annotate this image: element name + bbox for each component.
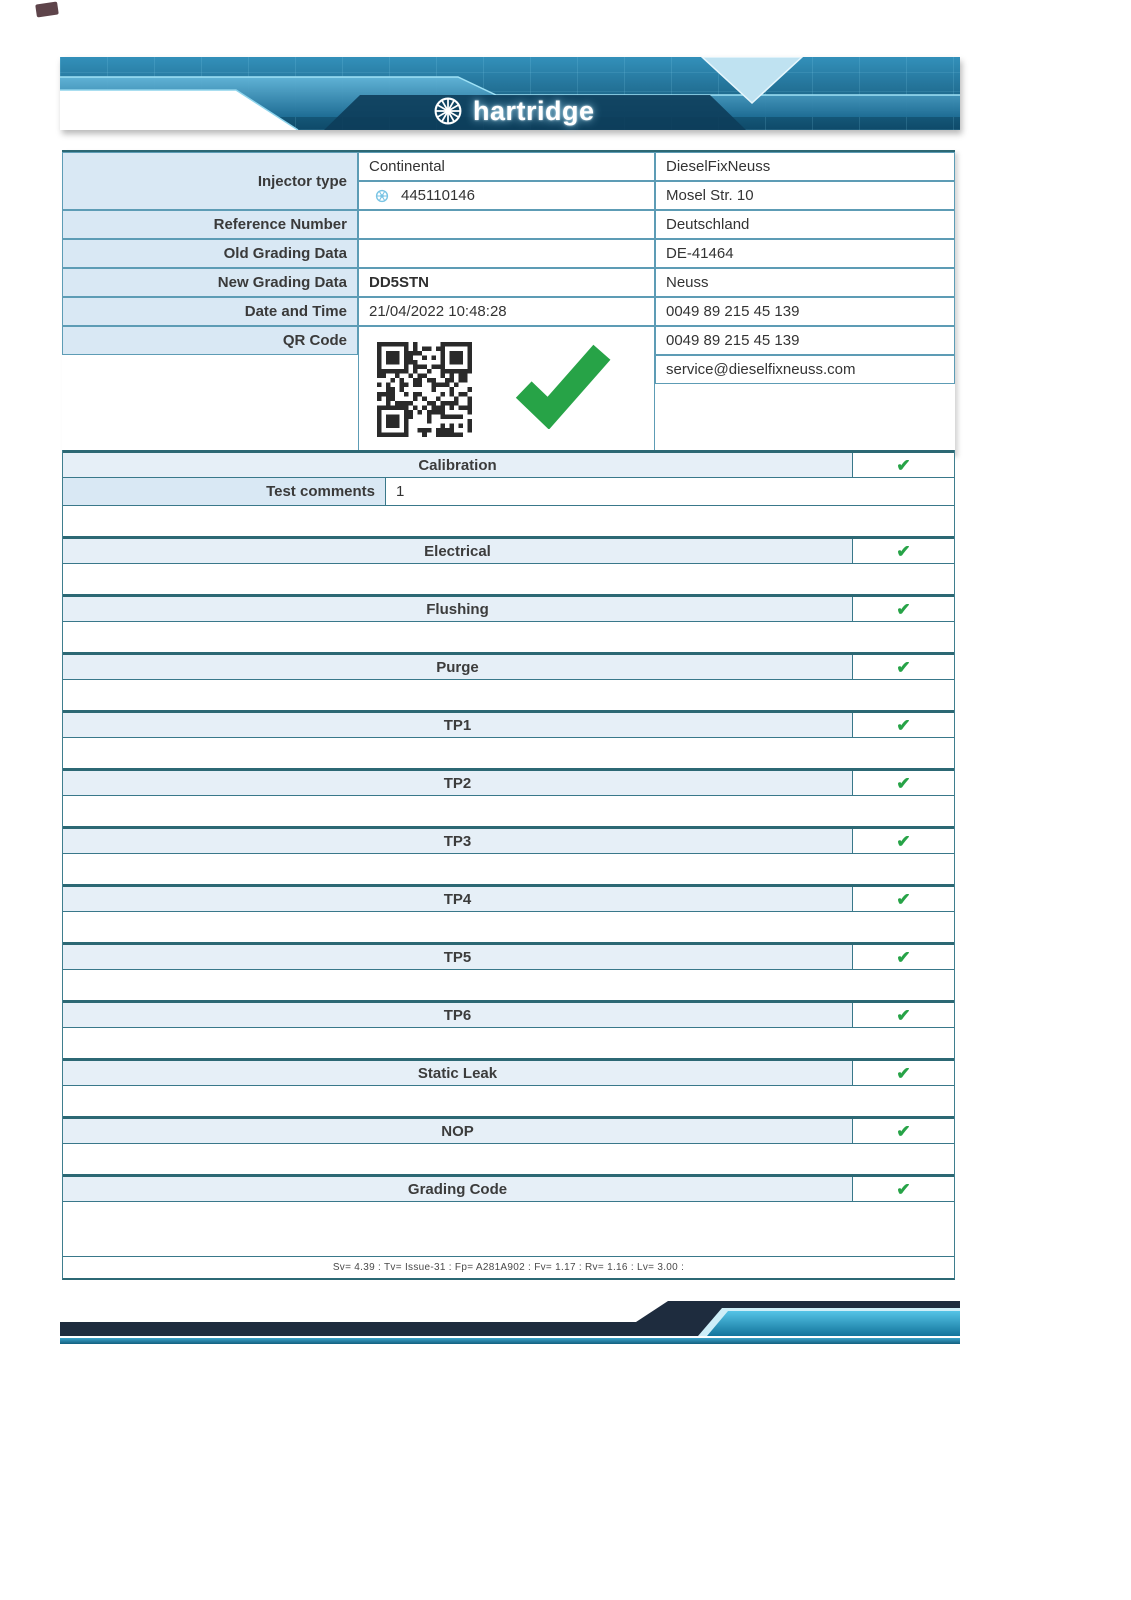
check-cell xyxy=(852,1177,954,1201)
section-spacer-row xyxy=(63,854,954,884)
section-spacer-row xyxy=(63,796,954,826)
scan-artifact xyxy=(35,2,59,18)
section-spacer-row xyxy=(63,564,954,594)
value-new-grading-data: DD5STN xyxy=(358,268,655,297)
section-spacer-row xyxy=(63,506,954,536)
qr-cell xyxy=(358,326,655,452)
header-banner xyxy=(60,57,960,130)
section-header-tp1 xyxy=(63,710,954,738)
label-injector-type: Injector type xyxy=(62,152,358,210)
workshop-phone: 0049 89 215 45 139 xyxy=(655,297,955,326)
label-date-and-time: Date and Time xyxy=(62,297,358,326)
check-icon: ✔ xyxy=(896,657,911,677)
label-old-grading-data: Old Grading Data xyxy=(62,239,358,268)
injector-info-table xyxy=(62,150,955,454)
check-icon: ✔ xyxy=(896,1063,911,1083)
section-header-calibration xyxy=(63,450,954,478)
section-spacer-row xyxy=(63,970,954,1000)
section-spacer-row xyxy=(63,1144,954,1174)
check-cell xyxy=(852,597,954,621)
section-header-purge xyxy=(63,652,954,680)
section-spacer-row xyxy=(63,622,954,652)
workshop-street: Mosel Str. 10 xyxy=(655,181,955,210)
footer-banner xyxy=(60,1300,960,1344)
label-qr-code: QR Code xyxy=(62,326,358,355)
section-title: Static Leak xyxy=(417,1064,498,1082)
check-cell xyxy=(852,771,954,795)
check-cell xyxy=(852,945,954,969)
check-icon: ✔ xyxy=(896,773,911,793)
section-title: Purge xyxy=(436,658,479,676)
check-cell xyxy=(852,887,954,911)
check-icon: ✔ xyxy=(896,831,911,851)
check-icon: ✔ xyxy=(896,1005,911,1025)
check-icon: ✔ xyxy=(896,947,911,967)
workshop-fax: 0049 89 215 45 139 xyxy=(655,326,955,355)
check-icon: ✔ xyxy=(896,541,911,561)
check-cell xyxy=(852,453,954,477)
value-date-and-time: 21/04/2022 10:48:28 xyxy=(358,297,655,326)
section-title: TP6 xyxy=(443,1006,472,1024)
results-sections xyxy=(63,450,954,1232)
section-spacer-row xyxy=(63,1086,954,1116)
workshop-email: service@dieselfixneuss.com xyxy=(655,355,955,384)
wheel-icon xyxy=(375,189,389,203)
section-header-tp5 xyxy=(63,942,954,970)
section-title: TP2 xyxy=(443,774,472,792)
check-cell xyxy=(852,655,954,679)
test-comments-row xyxy=(63,478,954,506)
section-header-electrical xyxy=(63,536,954,564)
section-title: Flushing xyxy=(426,600,489,618)
section-spacer-row xyxy=(63,1028,954,1058)
check-icon: ✔ xyxy=(896,599,911,619)
section-header-tp4 xyxy=(63,884,954,912)
check-icon: ✔ xyxy=(896,455,911,475)
wheel-icon xyxy=(432,95,464,127)
label-reference-number: Reference Number xyxy=(62,210,358,239)
results-table xyxy=(62,450,955,1280)
section-title: NOP xyxy=(441,1122,474,1140)
section-title: TP5 xyxy=(443,948,472,966)
section-header-static-leak xyxy=(63,1058,954,1086)
value-injector-make: Continental xyxy=(358,152,655,181)
value-injector-number xyxy=(358,181,655,210)
brand-logo xyxy=(432,95,595,127)
check-icon: ✔ xyxy=(896,889,911,909)
section-header-grading-code xyxy=(63,1174,954,1202)
section-title: Calibration xyxy=(418,456,497,474)
section-header-nop xyxy=(63,1116,954,1144)
section-title: Grading Code xyxy=(407,1180,508,1198)
overall-pass-check-icon xyxy=(511,341,611,429)
workshop-city: Neuss xyxy=(655,268,955,297)
section-title: Electrical xyxy=(424,542,491,560)
check-icon: ✔ xyxy=(896,1121,911,1141)
injector-number-text: 445110146 xyxy=(401,187,475,204)
section-header-tp2 xyxy=(63,768,954,796)
version-footer xyxy=(63,1256,954,1278)
value-reference-number xyxy=(358,210,655,239)
check-cell xyxy=(852,1003,954,1027)
check-cell xyxy=(852,539,954,563)
version-text: Sv= 4.39 : Tv= Issue-31 : Fp= A281A902 : Fv= 1.17 : Rv= 1.16 : Lv= 3.00 : xyxy=(332,1262,685,1273)
check-cell xyxy=(852,1119,954,1143)
workshop-postal-code: DE-41464 xyxy=(655,239,955,268)
test-comments-label: Test comments xyxy=(63,478,386,505)
workshop-name: DieselFixNeuss xyxy=(655,152,955,181)
check-icon: ✔ xyxy=(896,715,911,735)
test-comments-value: 1 xyxy=(396,483,405,500)
section-spacer-row xyxy=(63,738,954,768)
section-header-tp3 xyxy=(63,826,954,854)
section-header-flushing xyxy=(63,594,954,622)
check-cell xyxy=(852,1061,954,1085)
check-cell xyxy=(852,829,954,853)
footer-banner-decoration xyxy=(60,1300,960,1344)
section-header-tp6 xyxy=(63,1000,954,1028)
qr-code-image xyxy=(377,342,472,437)
brand-name: hartridge xyxy=(473,95,595,126)
section-title: TP3 xyxy=(443,832,472,850)
check-cell xyxy=(852,713,954,737)
section-spacer-row xyxy=(63,1202,954,1232)
spacer-row xyxy=(63,1232,954,1256)
check-icon: ✔ xyxy=(896,1179,911,1199)
workshop-country: Deutschland xyxy=(655,210,955,239)
section-spacer-row xyxy=(63,680,954,710)
section-title: TP4 xyxy=(443,890,472,908)
label-new-grading-data: New Grading Data xyxy=(62,268,358,297)
section-spacer-row xyxy=(63,912,954,942)
section-title: TP1 xyxy=(443,716,472,734)
value-old-grading-data xyxy=(358,239,655,268)
